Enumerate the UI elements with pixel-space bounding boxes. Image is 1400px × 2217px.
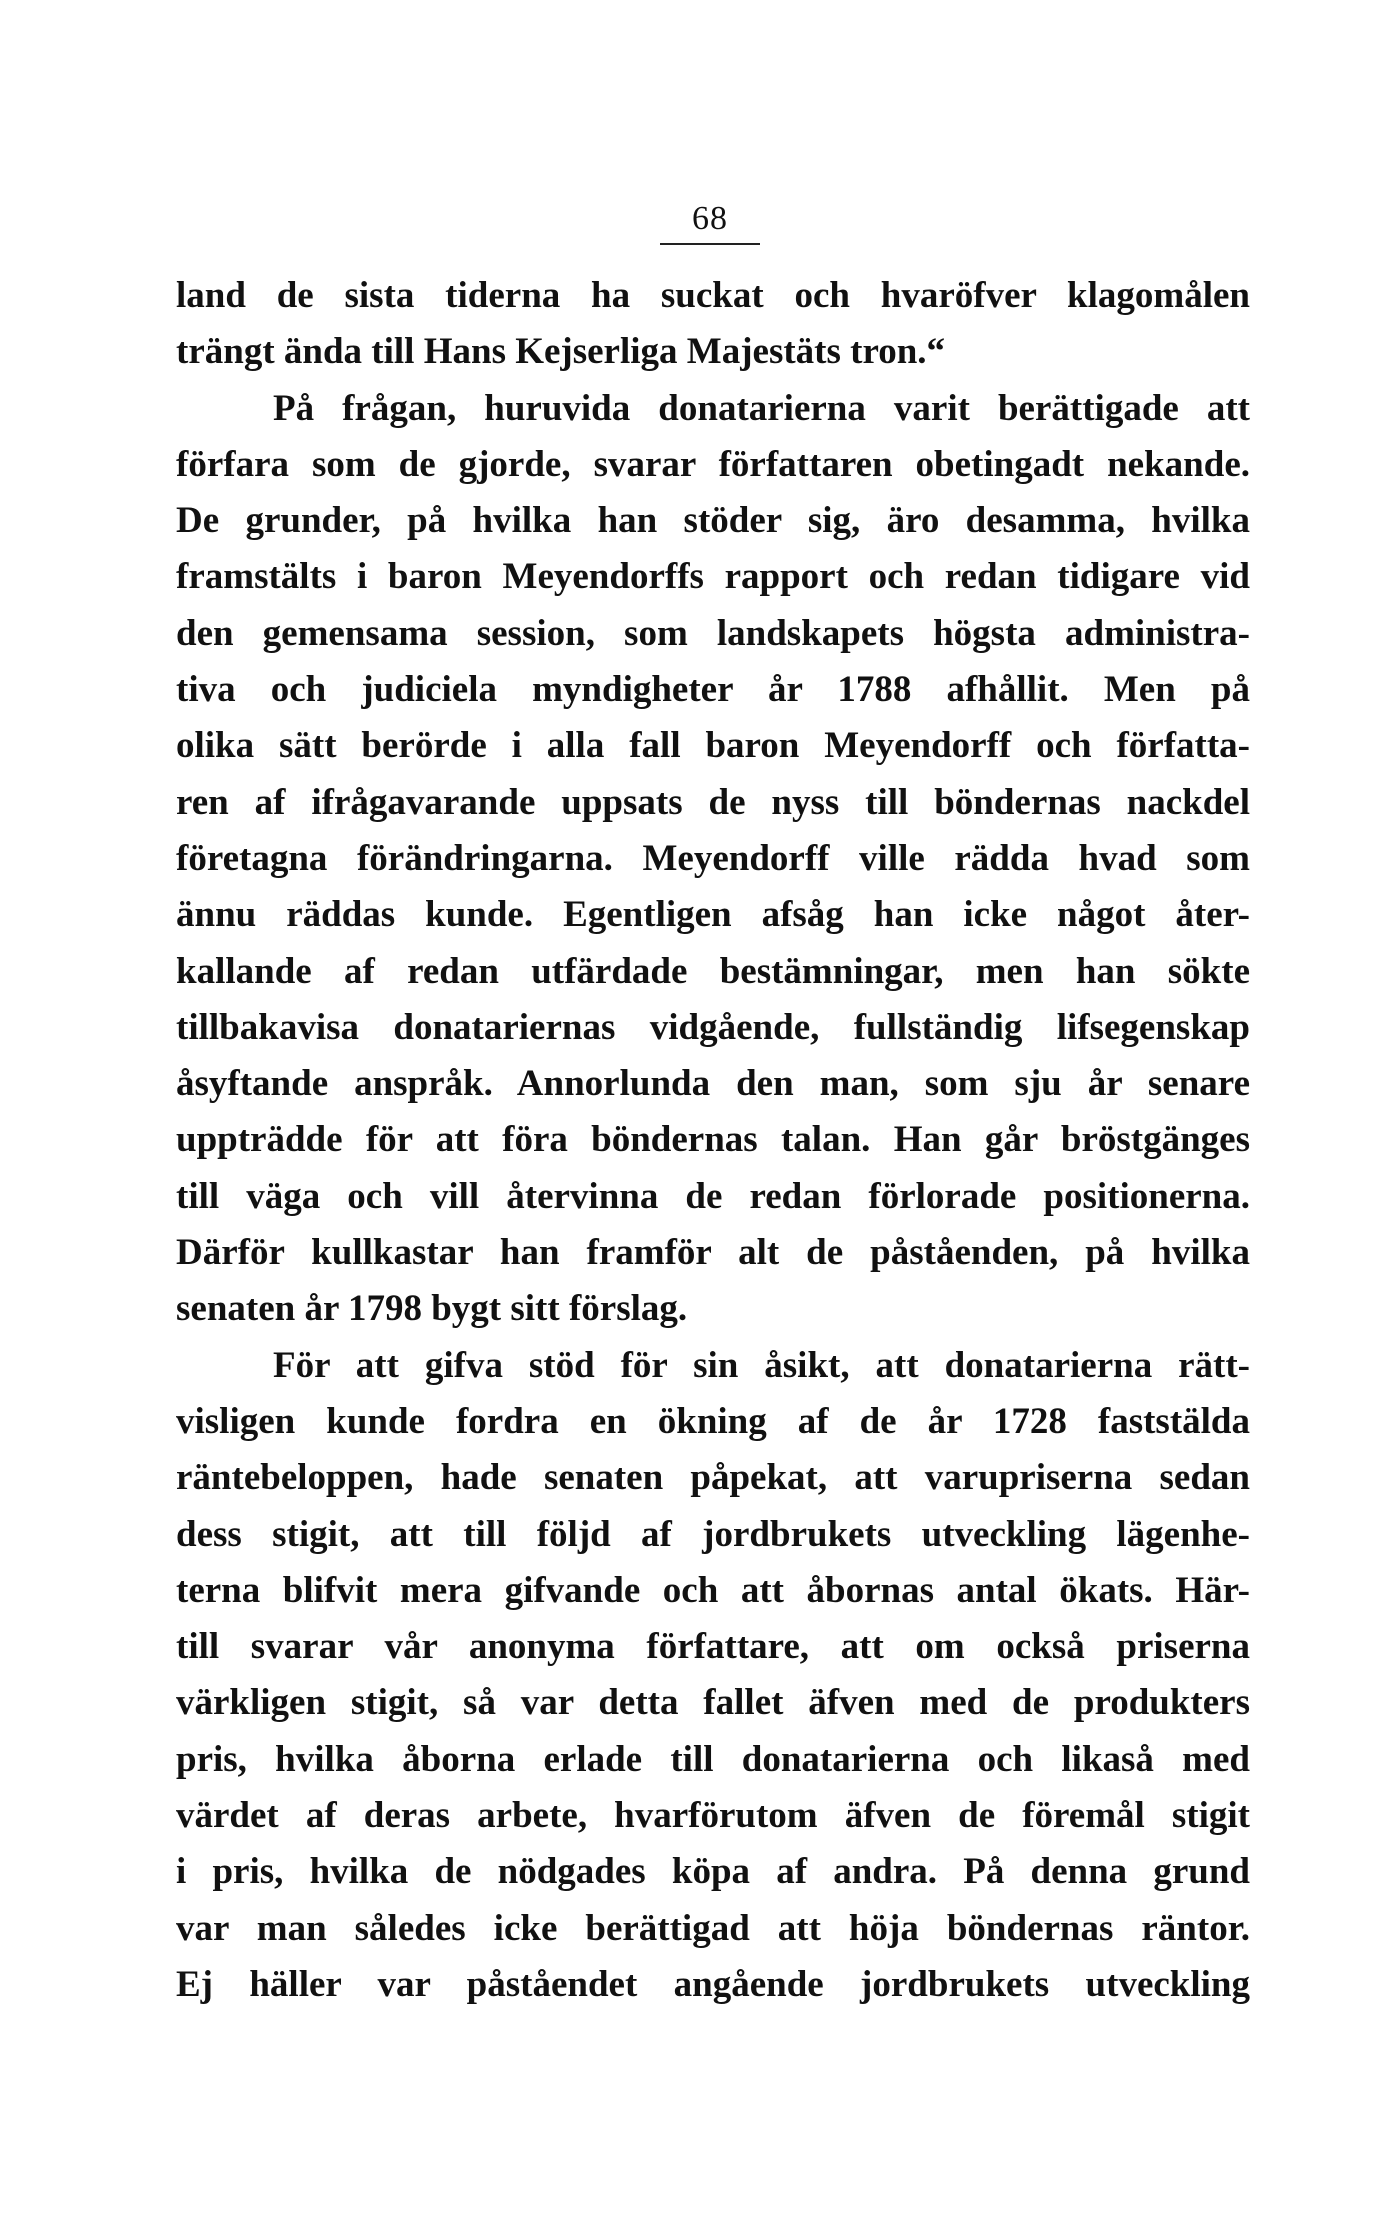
text-line: För att gifva stöd för sin åsikt, att donatarierna rätt- [273, 1344, 1250, 1386]
text-line: förfara som de gjorde, svarar författaren obetingadt nekande. [176, 443, 1250, 485]
text-line: Ej häller var påståendet angående jordbrukets utveckling [176, 1963, 1250, 2005]
page-number: 68 [692, 200, 728, 237]
text-line: ren af ifrågavarande uppsats de nyss till böndernas nackdel [176, 781, 1250, 823]
text-line: uppträdde för att föra böndernas talan. Han går bröstgänges [176, 1119, 1250, 1161]
text-line: kallande af redan utfärdade bestämningar, men han sökte [176, 950, 1250, 992]
text-line: i pris, hvilka de nödgades köpa af andra. På denna grund [176, 1851, 1250, 1893]
text-line: De grunder, på hvilka han stöder sig, äro desamma, hvilka [176, 500, 1250, 542]
text-line: värkligen stigit, så var detta fallet äfven med de produkters [176, 1682, 1250, 1724]
body-text [176, 268, 1250, 2013]
text-line: räntebeloppen, hade senaten påpekat, att varupriserna sedan [176, 1457, 1250, 1499]
text-line: ännu räddas kunde. Egentligen afsåg han icke något åter- [176, 894, 1250, 936]
text-line: olika sätt berörde i alla fall baron Meyendorff och författa- [176, 725, 1250, 767]
text-line: terna blifvit mera gifvande och att åbornas antal ökats. Här- [176, 1569, 1250, 1611]
text-line: tillbakavisa donatariernas vidgående, fullständig lifsegenskap [176, 1006, 1250, 1048]
text-line: var man således icke berättigad att höja böndernas räntor. [176, 1907, 1250, 1949]
text-line: åsyftande anspråk. Annorlunda den man, som sju år senare [176, 1063, 1250, 1105]
text-line: till väga och vill återvinna de redan förlorade positionerna. [176, 1175, 1250, 1217]
text-line: land de sista tiderna ha suckat och hvaröfver klagomålen [176, 275, 1250, 316]
text-line: tiva och judiciela myndigheter år 1788 afhållit. Men på [176, 669, 1250, 711]
text-line: Därför kullkastar han framför alt de påståenden, på hvilka [176, 1232, 1250, 1274]
text-line: den gemensama session, som landskapets högsta administra- [176, 612, 1250, 654]
text-line: visligen kunde fordra en ökning af de år 1728 faststälda [176, 1400, 1250, 1442]
text-line: framstälts i baron Meyendorffs rapport och redan tidigare vid [176, 556, 1250, 598]
text-line: trängt ända till Hans Kejserliga Majestäts tron.“ [176, 331, 946, 373]
text-line: värdet af deras arbete, hvarförutom äfven de föremål stigit [176, 1795, 1250, 1837]
text-line: dess stigit, att till följd af jordbrukets utveckling lägenhe- [176, 1513, 1250, 1555]
text-line: senaten år 1798 bygt sitt förslag. [176, 1288, 688, 1330]
page-number-rule [660, 243, 760, 245]
text-line: På frågan, huruvida donatarierna varit berättigade att [273, 387, 1250, 429]
text-line: pris, hvilka åborna erlade till donatarierna och likaså med [176, 1738, 1250, 1780]
text-line: företagna förändringarna. Meyendorff ville rädda hvad som [176, 837, 1250, 879]
text-line: till svarar vår anonyma författare, att om också priserna [176, 1626, 1250, 1668]
